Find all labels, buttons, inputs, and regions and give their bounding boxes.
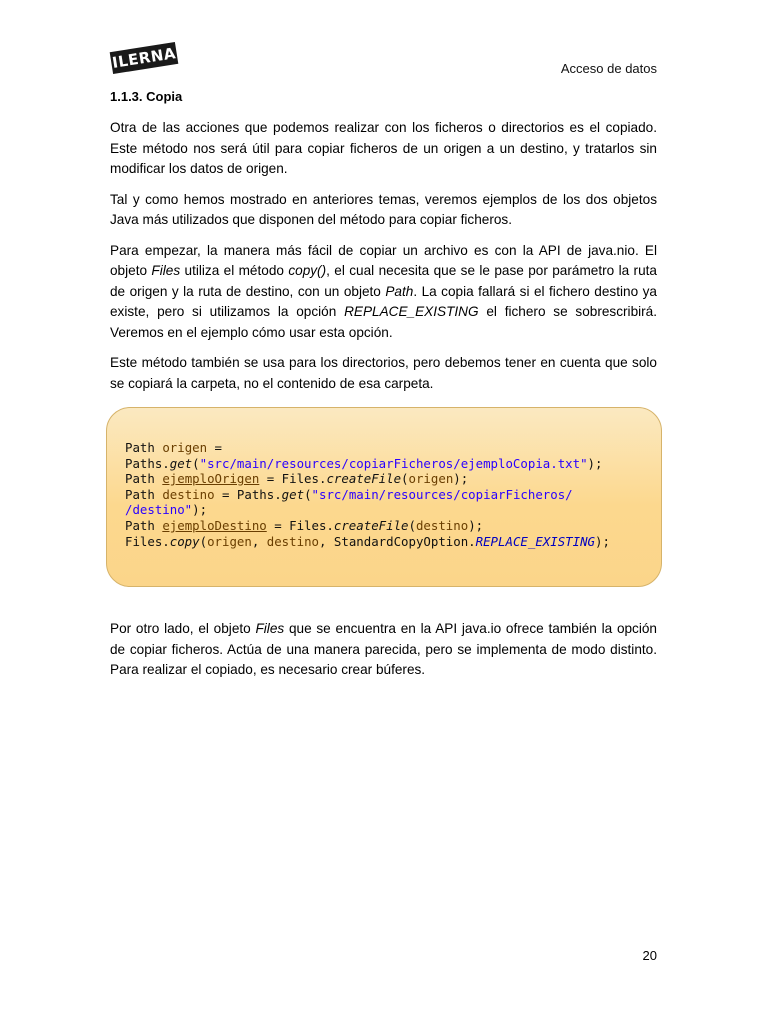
code-method: get	[169, 455, 193, 471]
code-argument: origen	[207, 533, 252, 549]
code-type: Path	[125, 486, 163, 502]
emphasis-files: Files	[255, 621, 285, 636]
code-text: , StandardCopyOption.	[318, 533, 476, 549]
code-text: ,	[251, 533, 267, 549]
code-type: Path	[125, 517, 163, 533]
code-method: get	[281, 486, 305, 502]
code-line-2	[125, 456, 643, 472]
code-text: = Files.	[259, 471, 327, 487]
logo-text: ILERNA	[110, 44, 178, 72]
section-title: 1.1.3. Copia	[110, 89, 183, 104]
code-text: );	[192, 502, 208, 518]
text-run: el fichero se sobrescribirá. Veremos en el ejemplo cómo usar esta opción.	[110, 304, 658, 340]
text-run: , el cual necesita que se le pase por parámetro la ruta de origen y la ruta de destino, con un objeto	[110, 263, 657, 299]
code-method: createFile	[326, 471, 402, 487]
emphasis-path: Path	[385, 283, 414, 299]
code-method: createFile	[333, 517, 409, 533]
code-line-1	[125, 440, 643, 456]
text-run: Por otro lado, el objeto	[110, 621, 256, 636]
code-variable: ejemploOrigen	[162, 471, 260, 487]
code-variable: ejemploDestino	[162, 517, 267, 533]
code-argument: destino	[266, 533, 319, 549]
ilerna-logo	[110, 42, 179, 74]
code-variable: origen	[162, 440, 208, 455]
code-text: =	[207, 440, 222, 455]
code-text: );	[595, 533, 610, 549]
code-block	[106, 407, 662, 587]
emphasis-copy: copy()	[288, 263, 327, 278]
code-line-7	[125, 534, 643, 550]
code-variable: destino	[162, 486, 215, 502]
code-line-3	[125, 471, 643, 487]
code-constant: REPLACE_EXISTING	[475, 533, 595, 549]
code-text: (	[199, 533, 208, 549]
code-argument: destino	[415, 517, 469, 533]
code-text: Paths.	[125, 455, 170, 471]
code-text: );	[587, 455, 603, 471]
code-argument: origen	[408, 471, 454, 487]
text-run: que se encuentra en la API java.io ofrece también la opción de copiar ficheros. Actúa de una manera parecida, pero se implementa de modo distinto. Para realizar el copiado, es necesario crear búferes.	[110, 621, 657, 677]
paragraph-3	[110, 241, 657, 344]
header-title: Acceso de datos	[560, 61, 657, 76]
emphasis-files: Files	[151, 263, 181, 278]
code-text: = Files.	[266, 517, 334, 533]
code-text: Files.	[125, 533, 170, 549]
code-string: "src/main/resources/copiarFicheros/	[311, 486, 573, 502]
code-line-5	[125, 502, 643, 518]
code-text: (	[408, 517, 416, 533]
page-number: 20	[642, 948, 657, 963]
paragraph-1: Otra de las acciones que podemos realizar con los ficheros o directorios es el copiado. Este método nos será útil para copiar ficheros de un origen a un destino, y tratarlos sin modificar los datos de origen.	[110, 120, 657, 176]
code-text: );	[453, 471, 469, 487]
code-string: "src/main/resources/copiarFicheros/ejemploCopia.txt"	[199, 455, 588, 471]
document-body	[110, 89, 657, 691]
code-text: (	[304, 486, 312, 502]
paragraph-4: Este método también se usa para los directorios, pero debemos tener en cuenta que solo se copiará la carpeta, no el contenido de esa carpeta.	[110, 355, 657, 391]
code-type: Path	[125, 471, 163, 487]
code-string: /destino"	[125, 502, 193, 518]
code-text: (	[401, 471, 409, 487]
paragraph-5	[110, 619, 657, 681]
code-line-4	[125, 487, 643, 503]
text-run: utiliza el método	[180, 263, 289, 278]
code-method: copy	[169, 533, 200, 549]
code-text: = Paths.	[214, 486, 282, 502]
code-type: Path	[125, 440, 163, 455]
text-run: . La copia fallará si el fichero destino ya existe, pero si utilizamos la opción	[110, 283, 657, 319]
code-text: (	[192, 455, 200, 471]
code-text: );	[468, 517, 484, 533]
paragraph-2: Tal y como hemos mostrado en anteriores temas, veremos ejemplos de los dos objetos Java más utilizados que disponen del método para copiar ficheros.	[110, 191, 657, 227]
emphasis-replace-existing: REPLACE_EXISTING	[344, 304, 479, 319]
text-run: Para empezar, la manera más fácil de copiar un archivo es con la API de java.nio. El objeto	[110, 242, 657, 278]
code-line-6	[125, 518, 643, 534]
